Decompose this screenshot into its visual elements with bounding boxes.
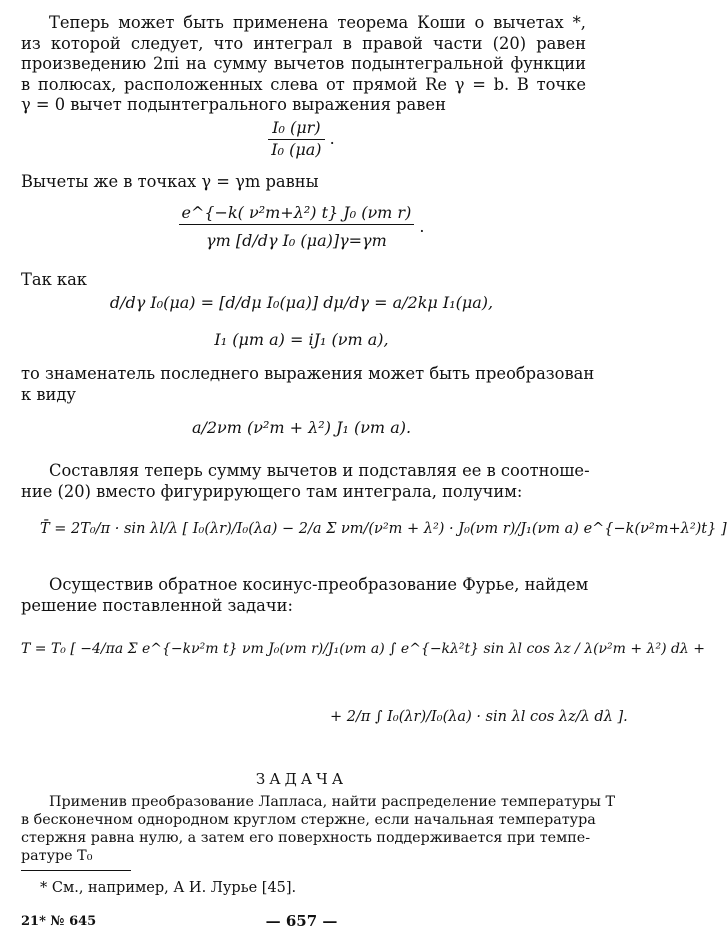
footnote: * См., например, А И. Лурье [45]. bbox=[40, 880, 297, 896]
paragraph-2 bbox=[21, 172, 586, 193]
signature-mark: 21* № 645 bbox=[21, 914, 97, 929]
task-line: ратуре T₀ bbox=[21, 848, 93, 864]
text-line: из которой следует, что интеграл в правой части (20) равен bbox=[21, 33, 586, 53]
fraction bbox=[268, 118, 324, 161]
page-number: — 657 — bbox=[265, 912, 338, 930]
text-line: в полюсах, расположенных слева от прямой Re γ = b. В точке bbox=[21, 74, 586, 94]
task-line: Применив преобразование Лапласа, найти распределение температуры T bbox=[49, 794, 616, 810]
numerator: I₀ (μr) bbox=[272, 118, 321, 137]
formula-bessel-relation bbox=[0, 330, 603, 351]
text-line: то знаменатель последнего выражения может быть преобразован bbox=[21, 364, 595, 383]
formula-line: d/dγ I₀(μa) = [d/dμ I₀(μa)] dμ/dγ = a/2kμ I₁(μa), bbox=[109, 293, 494, 312]
numerator: e^{−k( ν²m+λ²) t} J₀ (νm r) bbox=[181, 203, 412, 222]
text-line: Составляя теперь сумму вычетов и подставляя ее в соотноше- bbox=[49, 461, 590, 480]
formula-residue-zero: $\frac{\text{I₀ (μr)}}{\text{I₀ (μa)}}$ . bbox=[0, 118, 603, 161]
text-line: Так как bbox=[21, 270, 87, 289]
text-line: произведению 2πi на сумму вычетов подынтегральной функции bbox=[21, 54, 586, 74]
paragraph-1 bbox=[21, 13, 586, 116]
formula-line: T̄ = 2T₀/π · sin λl/λ [ I₀(λr)/I₀(λa) − 2/a Σ νm/(ν²m + λ²) · J₀(νm r)/J₁(νm a) e^{−k(ν²m+λ²)t} ] bbox=[40, 521, 727, 537]
denominator: γm [d/dγ I₀ (μa)]γ=γm bbox=[179, 224, 415, 252]
text-line: решение поставленной задачи: bbox=[21, 595, 293, 615]
text-line: γ = 0 вычет подынтегрального выражения равен bbox=[21, 95, 446, 115]
paragraph-3 bbox=[21, 270, 586, 291]
formula-t-bar bbox=[40, 520, 727, 539]
task-text bbox=[21, 793, 616, 865]
paragraph-6 bbox=[21, 575, 589, 616]
footnote-rule bbox=[21, 870, 131, 871]
formula-derivative bbox=[0, 293, 603, 314]
text-line: ние (20) вместо фигурирующего там интеграла, получим: bbox=[21, 481, 523, 501]
text-line: Осуществив обратное косинус-преобразование Фурье, найдем bbox=[49, 575, 589, 594]
fraction bbox=[179, 203, 415, 252]
formula-solution-line-2 bbox=[330, 708, 628, 727]
denominator: I₀ (μa) bbox=[268, 139, 324, 161]
text-line: к виду bbox=[21, 384, 76, 404]
formula-line: I₁ (μm a) = iJ₁ (νm a), bbox=[214, 330, 389, 349]
formula-solution-line-1 bbox=[21, 640, 705, 658]
formula-residue-gamma-m: $\frac{\text{e\textasciicircum{}\{−k( ν²m+λ²) t\} J₀ (νm r)}}{\text{γm [d/dγ I₀ (μa)]γ=γm}}$ . bbox=[0, 203, 603, 252]
task-line: в бесконечном однородном круглом стержне, если начальная температура bbox=[21, 812, 596, 828]
text-line: Вычеты же в точках γ = γm равны bbox=[21, 172, 319, 191]
task-line: стержня равна нулю, а затем его поверхность поддерживается при темпе- bbox=[21, 830, 591, 846]
task-heading: ЗАДАЧА bbox=[255, 770, 348, 788]
formula-line: T = T₀ [ −4/πa Σ e^{−kν²m t} νm J₀(νm r)/J₁(νm a) ∫ e^{−kλ²t} sin λl cos λz / λ(ν²m + λ²) dλ + bbox=[21, 641, 705, 657]
paragraph-4 bbox=[21, 364, 595, 405]
paragraph-5 bbox=[21, 461, 590, 502]
formula-denominator-form bbox=[0, 418, 603, 439]
formula-line: + 2/π ∫ I₀(λr)/I₀(λa) · sin λl cos λz/λ dλ ]. bbox=[330, 709, 628, 725]
formula-line: a/2νm (ν²m + λ²) J₁ (νm a). bbox=[191, 418, 412, 437]
text-line: Теперь может быть применена теорема Коши о вычетах *, bbox=[49, 13, 586, 32]
